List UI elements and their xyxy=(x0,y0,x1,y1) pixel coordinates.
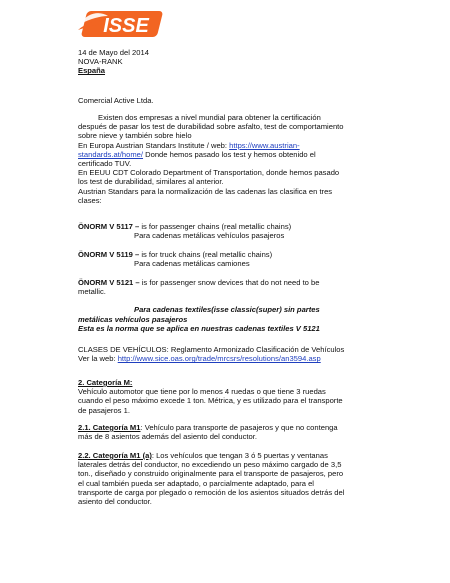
isse-logo-graphic xyxy=(78,8,168,40)
norm-5121 xyxy=(78,278,378,333)
intro-line xyxy=(78,150,378,159)
intro-line: Austrian Standars para la normalización de las cadenas las clasifica en tres xyxy=(78,186,333,196)
classes-web-line xyxy=(78,354,378,363)
isse-logo xyxy=(78,8,168,40)
category-m1a-line xyxy=(78,451,378,460)
category-m1a-text: : Los vehículos que tengan 3 ó 5 puertas y ventanas xyxy=(151,451,328,460)
sice-oas-link[interactable]: http://www.sice.oas.org/trade/mrcsrs/resolutions/an3594.asp xyxy=(117,354,321,364)
norm-note: Esta es la norma que se aplica en nuestras cadenas textiles V 5121 xyxy=(78,323,320,333)
norm-es-cont: metálicas vehículos pasajeros xyxy=(78,314,188,324)
category-m1-text: : Vehículo para transporte de pasajeros y que no contenga xyxy=(140,423,338,432)
intro-line: En EEUU CDT Colorado Department of Transportation, donde hemos pasado xyxy=(78,168,340,178)
company-name-block xyxy=(78,96,378,105)
intro-line: clases: xyxy=(78,195,102,205)
intro-paragraph xyxy=(78,113,378,205)
norm-desc: is for truck chains (real metallic chains) xyxy=(139,250,273,259)
intro-line xyxy=(78,141,378,150)
category-m-line: Vehículo automotor que tiene por lo menos 4 ruedas o que tiene 3 ruedas xyxy=(78,387,326,397)
category-m1a xyxy=(78,451,378,506)
norm-code: ÖNORM V 5121 – xyxy=(78,278,140,287)
category-m-line: de pasajeros 1. xyxy=(78,405,130,415)
category-m-title: 2. Categoría M: xyxy=(78,378,133,387)
classes-heading: CLASES DE VEHÍCULOS: Reglamento Armonizado Clasificación de Vehículos xyxy=(78,345,345,354)
category-m1-title: 2.1. Categoría M1 xyxy=(78,423,141,432)
norm-line xyxy=(78,278,378,287)
category-m1a-line: transporte de carga por plegado o remoción de los asientos situados detrás del xyxy=(78,487,345,497)
norm-5117 xyxy=(78,222,378,240)
norm-5119 xyxy=(78,250,378,268)
intro-line: sobre nieve y también sobre hielo xyxy=(78,131,192,141)
intro-line: después de pasar los test de durabilidad sobre asfalto, test de comportamiento xyxy=(78,122,344,132)
letter-header xyxy=(78,48,378,76)
intro-text: Donde hemos pasado los test y hemos obtenido el xyxy=(143,149,316,159)
norm-line xyxy=(78,222,378,231)
company-name: Comercial Active Ltda. xyxy=(78,96,154,105)
norm-desc: is for passenger chains (real metallic chains) xyxy=(139,222,292,231)
norm-code: ÖNORM V 5117 – xyxy=(78,222,140,231)
intro-line: Existen dos empresas a nivel mundial para obtener la certificación xyxy=(98,113,321,122)
austrian-standards-link[interactable]: https://www.austrian- xyxy=(229,140,300,150)
letter-recipient: NOVA-RANK xyxy=(78,57,123,67)
intro-line: los test de durabilidad, similares al anterior. xyxy=(78,177,224,187)
norm-desc: is for passenger snow devices that do not need to be xyxy=(139,278,320,287)
category-m1 xyxy=(78,423,378,441)
letter-country: España xyxy=(78,66,106,76)
category-m1-line: más de 8 asientos además del asiento del conductor. xyxy=(78,432,257,442)
category-m1a-line: el cual también pueda ser adaptado, o parcialmente adaptado, para el xyxy=(78,478,314,488)
category-m1a-line: ton., diseñado y construido originalmente para el transporte de pasajeros, pero xyxy=(78,469,344,479)
category-m1-line xyxy=(78,423,378,432)
category-m1a-line: laterales detrás del conductor, no excediendo un peso máximo cargado de 3,5 xyxy=(78,460,342,470)
category-m xyxy=(78,378,378,415)
classes-web-label: Ver la web: xyxy=(78,354,118,364)
norm-es: Para cadenas metálicas camiones xyxy=(134,259,250,269)
norm-desc-cont: metallic. xyxy=(78,287,106,297)
logo-text: ISSE xyxy=(103,15,149,37)
letter-date: 14 de Mayo del 2014 xyxy=(78,48,149,57)
norm-code: ÖNORM V 5119 – xyxy=(78,250,140,259)
austrian-standards-link-cont[interactable]: standards.at/home/ xyxy=(78,149,144,159)
intro-text: En Europa Austrian Standars Institute / web: xyxy=(78,140,230,150)
intro-line: certificado TUV. xyxy=(78,159,132,169)
category-m-line: cuando el peso máximo excede 1 ton. Métrica, y es utilizado para el transporte xyxy=(78,396,343,406)
norm-es: Para cadenas metálicas vehículos pasajeros xyxy=(134,231,285,241)
norm-es: Para cadenas textiles(isse classic(super) sin partes xyxy=(134,305,320,315)
category-m1a-line: asiento del conductor. xyxy=(78,497,152,507)
category-m1a-title: 2.2. Categoría M1 (a) xyxy=(78,451,152,460)
vehicle-classes xyxy=(78,345,378,363)
norm-line xyxy=(78,250,378,259)
